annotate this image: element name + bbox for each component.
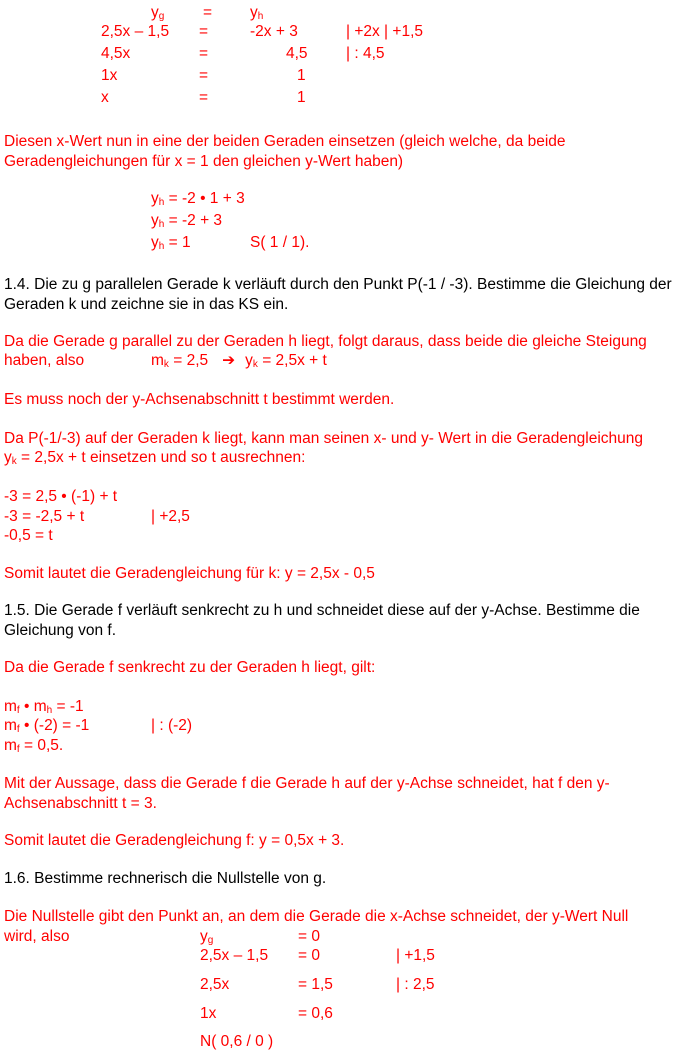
operation-1: | +2x | +1,5 xyxy=(346,23,423,40)
t-calc-line-3: -0,5 = t xyxy=(4,527,53,544)
task-1-4: 1.4. Die zu g parallelen Gerade k verläuft durch den Punkt P(-1 / -3). Bestimme die Gleichung der Geraden k und zeichne sie in das KS ein. xyxy=(4,276,672,313)
yh-calc-line-1: $y_h = -2$ • 1 + 3 xyxy=(151,190,245,208)
yh-label: $y_h$ xyxy=(250,4,264,22)
lhs-4: x xyxy=(101,89,109,106)
rhs-3: 1 xyxy=(297,67,306,84)
yg-label: $y_g$ xyxy=(151,4,165,22)
zero-calc-line-3: 2,5x xyxy=(200,976,230,993)
yh-calc-line-2: $y_h = -2 + 3$ xyxy=(151,212,223,230)
slope-k-equation: $m_k = 2,5$ ➔ $y_k = 2,5x + t$ xyxy=(151,352,327,370)
lhs-3: 1x xyxy=(101,67,118,84)
intersection-point: S( 1 / 1). xyxy=(250,234,310,251)
mf-calc-line-1: $m_f$ • $m_h = -1$ xyxy=(4,698,84,716)
equals-sign: = xyxy=(199,67,209,84)
mf-calc-line-3: $m_f = 0,5$. xyxy=(4,737,64,755)
equals-sign: = xyxy=(199,45,209,62)
task-1-5: 1.5. Die Gerade f verläuft senkrecht zu h und schneidet diese auf der y-Achse. Bestimme die Gleichung von f. xyxy=(4,602,640,639)
insert-paragraph: Diesen x-Wert nun in eine der beiden Geraden einsetzen (gleich welche, da beide Geradengleichungen für x = 1 den gleichen y-Wert haben) xyxy=(4,133,566,170)
lhs-1: 2,5x – 1,5 xyxy=(101,23,170,40)
parallel-paragraph-line-1: Da die Gerade g parallel zu der Geraden h liegt, folgt daraus, dass beide die gleiche Steigung xyxy=(4,333,647,350)
result-f: Somit lautet die Geradengleichung f: y = 0,5x + 3. xyxy=(4,832,345,849)
arrow-icon: ➔ xyxy=(222,352,236,369)
result-k: Somit lautet die Geradengleichung für k: y = 2,5x - 0,5 xyxy=(4,565,375,582)
perpendicular-paragraph: Da die Gerade f senkrecht zu der Geraden h liegt, gilt: xyxy=(4,659,376,676)
task-1-6: 1.6. Bestimme rechnerisch die Nullstelle von g. xyxy=(4,870,327,887)
zero-calc-yg: $y_g$ xyxy=(200,928,214,946)
lhs-2: 4,5x xyxy=(101,45,131,62)
rhs-2: 4,5 xyxy=(286,45,308,62)
zero-calc-line-2: 2,5x – 1,5 xyxy=(200,947,269,964)
zero-calc-line-4-rhs: = 0,6 xyxy=(298,1005,333,1022)
point-paragraph-line-2: $y_k = 2,5x + t$ einsetzen und so t ausrechnen: xyxy=(4,449,306,467)
t-calc-operation: | +2,5 xyxy=(151,508,190,525)
zero-point: N( 0,6 / 0 ) xyxy=(200,1033,274,1050)
zero-paragraph-line-2: wird, also xyxy=(4,928,70,945)
zero-calc-line-4: 1x xyxy=(200,1005,217,1022)
t-calc-line-1: -3 = 2,5 • (-1) + t xyxy=(4,488,118,505)
y-axis-paragraph: Mit der Aussage, dass die Gerade f die Gerade h auf der y-Achse schneidet, hat f den y-Achsenabschnitt t = 3. xyxy=(4,775,610,812)
operation-2: | : 4,5 xyxy=(346,45,385,62)
equals-sign: = xyxy=(199,23,209,40)
intercept-paragraph: Es muss noch der y-Achsenabschnitt t bestimmt werden. xyxy=(4,391,395,408)
zero-calc-line-3-op: | : 2,5 xyxy=(396,976,435,993)
zero-paragraph-line-1: Die Nullstelle gibt den Punkt an, an dem die Gerade die x-Achse schneidet, der y-Wert Null xyxy=(4,908,629,925)
zero-calc-line-2-rhs: = 0 xyxy=(298,947,320,964)
equals-sign: = xyxy=(199,89,209,106)
zero-calc-line-3-rhs: = 1,5 xyxy=(298,976,333,993)
t-calc-line-2: -3 = -2,5 + t xyxy=(4,508,85,525)
zero-calc-eq0: = 0 xyxy=(298,928,320,945)
mf-calc-operation: | : (-2) xyxy=(151,717,193,734)
zero-calc-line-2-op: | +1,5 xyxy=(396,947,435,964)
yh-calc-line-3: $y_h = 1$ xyxy=(151,234,191,252)
point-paragraph-line-1: Da P(-1/-3) auf der Geraden k liegt, kann man seinen x- und y- Wert in die Geradengleichung xyxy=(4,430,643,447)
equals-sign: = xyxy=(203,4,213,21)
parallel-paragraph-line-2: haben, also xyxy=(4,352,85,369)
mf-calc-line-2: $m_f$ • (-2) = -1 xyxy=(4,717,90,735)
rhs-1: -2x + 3 xyxy=(250,23,298,40)
rhs-4: 1 xyxy=(297,89,306,106)
